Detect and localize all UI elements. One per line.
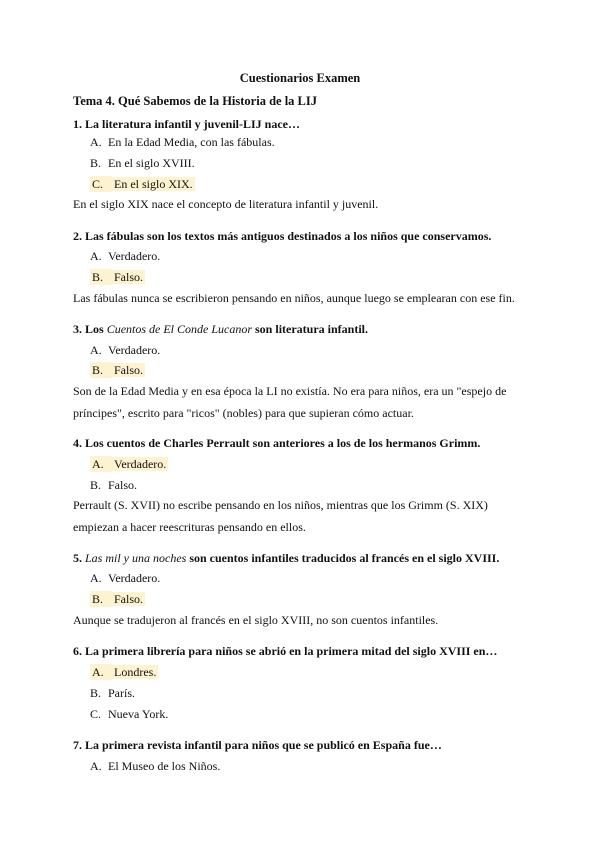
q5-explanation: Aunque se tradujeron al francés en el siglo XVIII, no son cuentos infantiles. bbox=[73, 613, 439, 627]
highlight: C. bbox=[90, 176, 112, 192]
document-title: Cuestionarios Examen bbox=[239, 71, 361, 85]
q2-explanation: Las fábulas nunca se escribieron pensando en niños, aunque luego se emplearan con ese fin. bbox=[73, 291, 515, 305]
question-6: 6. La primera librería para niños se abrió en la primera mitad del siglo XVIII en… bbox=[73, 644, 498, 658]
correct-answer-highlight: Falso. bbox=[114, 270, 144, 284]
q6-option-a: A. Londres. bbox=[92, 665, 157, 679]
q4-option-b: B. Falso. bbox=[90, 478, 138, 492]
q4-explanation: Perrault (S. XVII) no escribe pensando en los niños, mientras que los Grimm (S. XIX) empiezan a hacer reescrituras pensando en ellos. bbox=[73, 498, 488, 534]
correct-answer-highlight: Falso. bbox=[114, 363, 144, 377]
question-7: 7. La primera revista infantil para niños que se publicó en España fue… bbox=[73, 738, 442, 752]
correct-answer-highlight: Falso. bbox=[114, 592, 144, 606]
q1-option-a: A. En la Edad Media, con las fábulas. bbox=[90, 135, 275, 149]
question-3: 3. Los Cuentos de El Conde Lucanor son literatura infantil. bbox=[73, 322, 369, 336]
q6-option-c: C. Nueva York. bbox=[90, 707, 169, 721]
question-5: 5. Las mil y una noches son cuentos infantiles traducidos al francés en el siglo XVIII. bbox=[73, 551, 500, 565]
q5-option-a: A. Verdadero. bbox=[90, 571, 161, 585]
q1-explanation: En el siglo XIX nace el concepto de literatura infantil y juvenil. bbox=[73, 197, 379, 211]
q3-option-b: B. Falso. bbox=[92, 363, 144, 377]
q3-explanation: Son de la Edad Media y en esa época la LI no existía. No era para niños, era un "espejo de príncipes", escrito para "ricos" (nobles) para que supieran cómo actuar. bbox=[73, 384, 507, 420]
question-4: 4. Los cuentos de Charles Perrault son anteriores a los de los hermanos Grimm. bbox=[73, 436, 481, 450]
correct-answer-highlight: Verdadero. bbox=[114, 457, 167, 471]
topic-heading: Tema 4. Qué Sabemos de la Historia de la LIJ bbox=[73, 94, 317, 108]
q2-option-a: A. Verdadero. bbox=[90, 249, 161, 263]
q7-option-a: A. El Museo de los Niños. bbox=[90, 759, 221, 773]
correct-answer-highlight: En el siglo XIX. bbox=[114, 177, 193, 191]
q1-option-b: B. En el siglo XVIII. bbox=[90, 156, 195, 170]
q1-option-c bbox=[90, 176, 195, 192]
q2-option-b: B. Falso. bbox=[92, 270, 144, 284]
q4-option-a: A. Verdadero. bbox=[92, 457, 167, 471]
question-1: 1. La literatura infantil y juvenil-LIJ nace… bbox=[73, 117, 300, 131]
correct-answer-highlight: Londres. bbox=[114, 665, 157, 679]
question-2: 2. Las fábulas son los textos más antiguos destinados a los niños que conservamos. bbox=[73, 229, 492, 243]
q3-option-a: A. Verdadero. bbox=[90, 343, 161, 357]
q6-option-b: B. París. bbox=[90, 686, 135, 700]
q5-option-b: B. Falso. bbox=[92, 592, 144, 606]
